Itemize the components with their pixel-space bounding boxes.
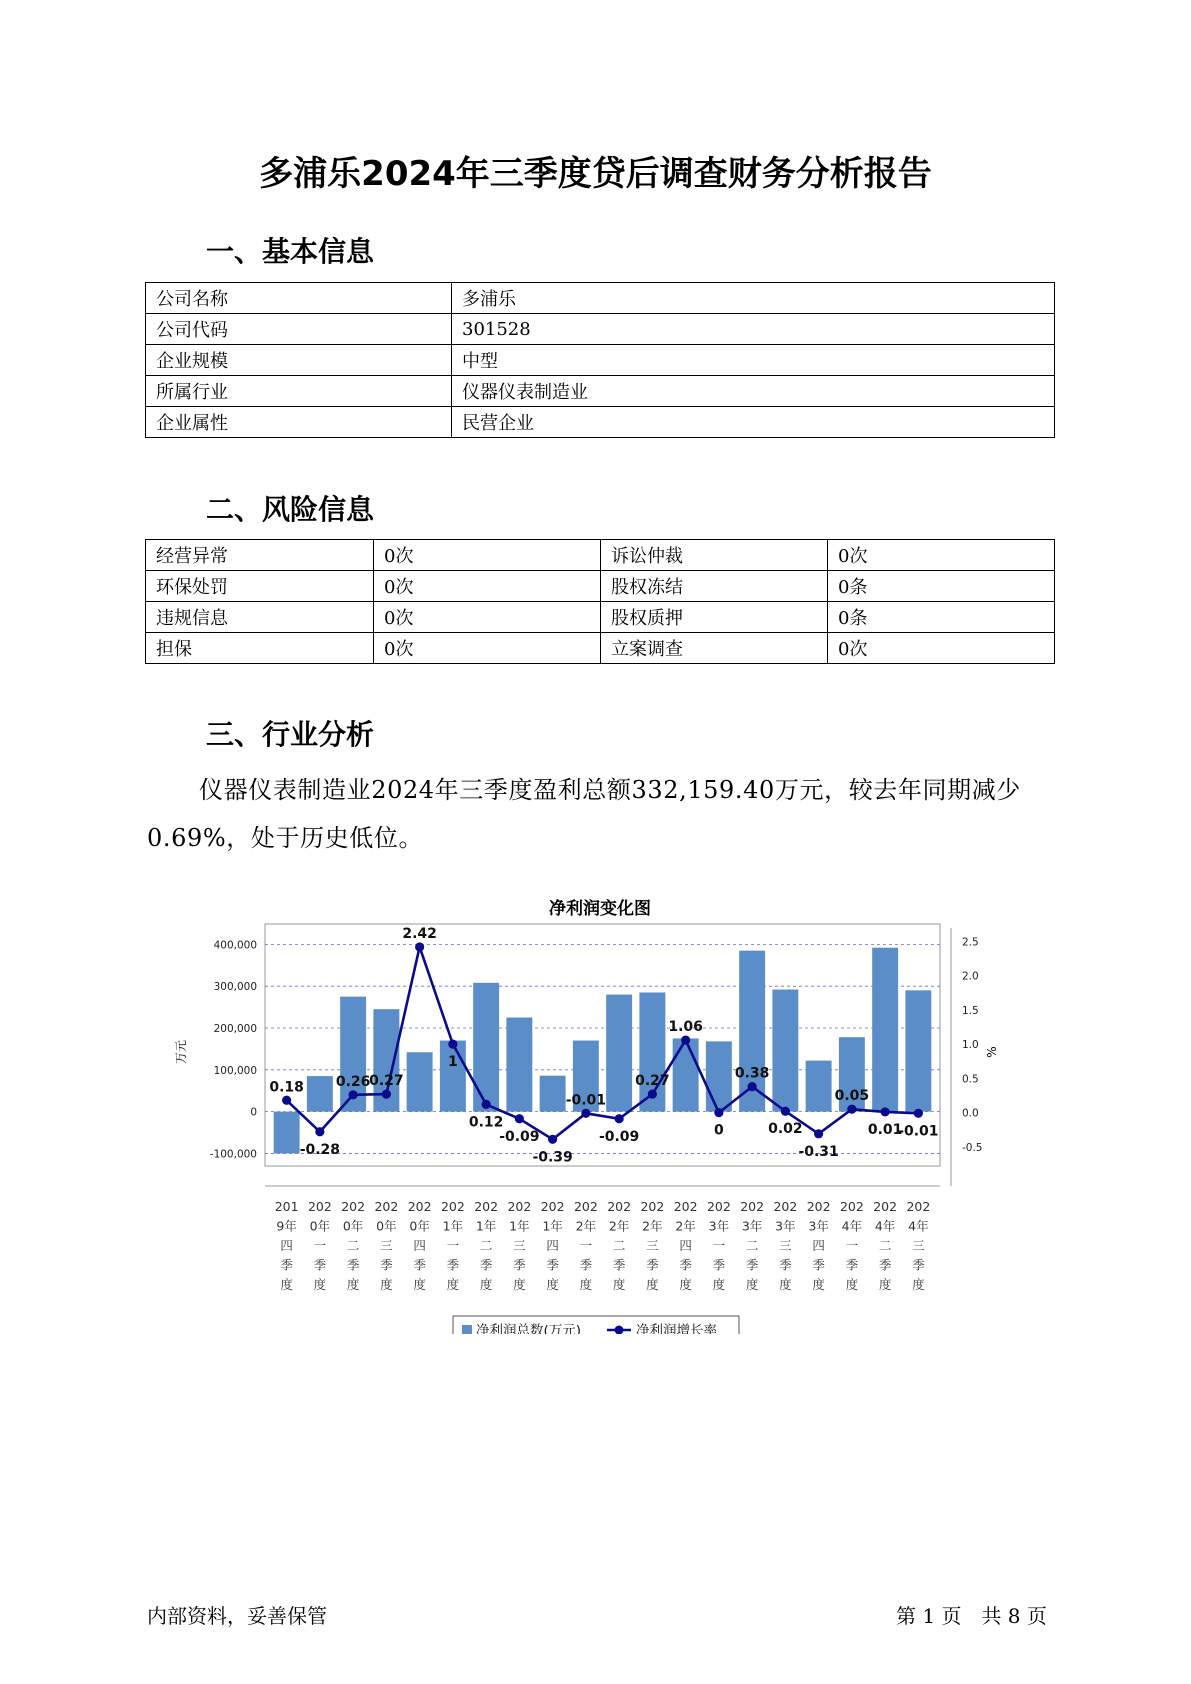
basic-info-label: 企业属性 xyxy=(146,407,452,438)
x-tick-label: 季 xyxy=(779,1257,792,1273)
legend-bar-swatch xyxy=(462,1325,472,1334)
x-tick-label: 季 xyxy=(313,1257,327,1273)
x-tick-label: 2年 xyxy=(575,1218,597,1234)
risk-info-row xyxy=(146,633,1055,664)
x-tick-label: 度 xyxy=(546,1277,559,1292)
growth-rate-data-label: 2.42 xyxy=(402,925,437,942)
x-tick-label: 季 xyxy=(712,1257,726,1273)
growth-rate-data-label: 0.38 xyxy=(734,1065,770,1082)
x-tick-label: 二 xyxy=(878,1238,892,1253)
x-tick-label: 季 xyxy=(446,1257,460,1273)
x-tick-label: 4年 xyxy=(841,1218,863,1234)
basic-info-row xyxy=(146,376,1055,407)
document-title: 多浦乐2024年三季度贷后调查财务分析报告 xyxy=(259,154,932,194)
bar-net-profit-12 xyxy=(673,1038,699,1111)
basic-info-row xyxy=(146,407,1055,438)
x-tick-label: 202 xyxy=(673,1199,698,1214)
risk-label: 违规信息 xyxy=(146,602,374,633)
x-tick-label: 202 xyxy=(474,1199,499,1214)
growth-rate-point-12 xyxy=(681,1035,690,1044)
bar-net-profit-19 xyxy=(905,990,931,1111)
risk-label: 担保 xyxy=(146,633,374,664)
basic-info-table xyxy=(145,282,1055,438)
growth-rate-data-label: -0.09 xyxy=(499,1128,540,1145)
x-tick-label: 季 xyxy=(546,1257,559,1273)
growth-rate-data-label: -0.01 xyxy=(898,1123,939,1140)
x-tick-label: 三 xyxy=(513,1238,526,1253)
growth-rate-point-11 xyxy=(648,1090,657,1099)
y-right-tick-label: 2.5 xyxy=(962,936,979,949)
x-tick-label: 四 xyxy=(280,1238,293,1253)
section-heading-risk-info: 二、风险信息 xyxy=(206,493,375,526)
x-tick-label: 季 xyxy=(380,1257,393,1273)
x-tick-label: 度 xyxy=(446,1277,460,1292)
x-tick-label: 202 xyxy=(407,1199,432,1214)
basic-info-label: 公司代码 xyxy=(146,314,452,345)
growth-rate-point-8 xyxy=(548,1135,557,1144)
growth-rate-data-label: 1.06 xyxy=(668,1019,703,1036)
x-tick-label: 202 xyxy=(607,1199,632,1214)
x-tick-label: 三 xyxy=(912,1238,925,1253)
x-tick-label: 三 xyxy=(779,1238,792,1253)
risk-value: 0次 xyxy=(828,633,1055,664)
risk-label: 经营异常 xyxy=(146,540,374,571)
bar-net-profit-18 xyxy=(872,948,898,1112)
x-tick-label: 202 xyxy=(706,1199,731,1214)
growth-rate-point-13 xyxy=(714,1108,723,1117)
x-tick-label: 202 xyxy=(640,1199,665,1214)
x-tick-label: 3年 xyxy=(808,1218,829,1234)
risk-label: 股权质押 xyxy=(601,602,828,633)
growth-rate-data-label: 1 xyxy=(448,1054,458,1071)
x-tick-label: 2年 xyxy=(608,1218,630,1234)
bar-net-profit-0 xyxy=(274,1112,300,1154)
basic-info-label: 所属行业 xyxy=(146,376,452,407)
growth-rate-point-14 xyxy=(748,1082,757,1091)
x-tick-label: 度 xyxy=(346,1277,360,1292)
x-tick-label: 度 xyxy=(912,1277,925,1292)
x-tick-label: 季 xyxy=(280,1257,293,1273)
growth-rate-point-9 xyxy=(581,1109,590,1118)
growth-rate-data-label: -0.31 xyxy=(798,1143,839,1160)
x-tick-label: 三 xyxy=(646,1238,659,1253)
growth-rate-data-label: 0.02 xyxy=(768,1121,803,1138)
risk-info-row xyxy=(146,540,1055,571)
growth-rate-point-19 xyxy=(914,1109,923,1118)
x-tick-label: 三 xyxy=(380,1238,393,1253)
x-tick-label: 一 xyxy=(845,1238,859,1253)
growth-rate-data-label: 0 xyxy=(714,1122,724,1139)
x-tick-label: 一 xyxy=(313,1238,327,1253)
growth-rate-data-label: 0.05 xyxy=(834,1088,870,1105)
x-tick-label: 季 xyxy=(413,1257,426,1273)
x-tick-label: 202 xyxy=(440,1199,465,1214)
x-tick-label: 度 xyxy=(579,1277,593,1292)
growth-rate-point-2 xyxy=(349,1090,358,1099)
y-left-tick-label: 300,000 xyxy=(213,981,257,994)
x-tick-label: 202 xyxy=(540,1199,565,1214)
x-tick-label: 度 xyxy=(280,1277,293,1292)
y-right-tick-label: 0.0 xyxy=(962,1107,979,1120)
growth-rate-point-16 xyxy=(814,1129,823,1138)
x-tick-label: 0年 xyxy=(409,1218,430,1234)
legend-line-label: 净利润增长率 xyxy=(636,1323,717,1334)
x-tick-label: 0年 xyxy=(342,1218,364,1234)
y-right-tick-label: 2.0 xyxy=(962,970,979,983)
x-tick-label: 202 xyxy=(341,1199,366,1214)
bar-net-profit-7 xyxy=(506,1018,532,1112)
x-tick-label: 度 xyxy=(413,1277,426,1292)
basic-info-row xyxy=(146,345,1055,376)
basic-info-row xyxy=(146,314,1055,345)
growth-rate-data-label: -0.28 xyxy=(299,1141,341,1158)
x-tick-label: 四 xyxy=(679,1238,692,1253)
y-right-tick-label: -0.5 xyxy=(962,1141,983,1154)
y-right-tick-label: 1.5 xyxy=(962,1004,979,1017)
x-tick-label: 4年 xyxy=(908,1218,929,1234)
x-tick-label: 2年 xyxy=(675,1218,696,1234)
y-left-tick-label: 100,000 xyxy=(213,1064,257,1077)
x-tick-label: 9年 xyxy=(276,1218,297,1234)
section-heading-industry-analysis: 三、行业分析 xyxy=(206,718,375,751)
x-tick-label: 一 xyxy=(446,1238,460,1253)
x-tick-label: 度 xyxy=(779,1277,792,1292)
basic-info-value: 仪器仪表制造业 xyxy=(452,376,1055,407)
risk-value: 0条 xyxy=(828,571,1055,602)
growth-rate-data-label: -0.39 xyxy=(532,1149,573,1166)
growth-rate-data-label: 0.01 xyxy=(867,1121,903,1138)
y-left-tick-label: -100,000 xyxy=(209,1148,257,1161)
risk-value: 0条 xyxy=(828,602,1055,633)
x-tick-label: 3年 xyxy=(741,1218,763,1234)
x-tick-label: 201 xyxy=(274,1199,299,1214)
risk-label: 立案调查 xyxy=(601,633,828,664)
growth-rate-point-3 xyxy=(382,1090,391,1099)
y-left-axis-label: 万元 xyxy=(174,1039,188,1065)
basic-info-value: 301528 xyxy=(452,314,1055,345)
growth-rate-point-0 xyxy=(282,1096,291,1105)
growth-rate-point-1 xyxy=(315,1127,324,1136)
growth-rate-point-10 xyxy=(615,1114,624,1123)
x-tick-label: 1年 xyxy=(475,1218,497,1234)
x-tick-label: 202 xyxy=(806,1199,831,1214)
y-left-tick-label: 0 xyxy=(250,1106,257,1119)
x-tick-label: 四 xyxy=(546,1238,559,1253)
y-right-tick-label: 1.0 xyxy=(962,1039,979,1052)
risk-value: 0次 xyxy=(374,540,601,571)
x-tick-label: 1年 xyxy=(442,1218,464,1234)
chart-title: 净利润变化图 xyxy=(549,899,651,919)
x-tick-label: 度 xyxy=(745,1277,759,1292)
risk-info-row xyxy=(146,602,1055,633)
bar-net-profit-1 xyxy=(307,1076,333,1112)
risk-label: 诉讼仲裁 xyxy=(601,540,828,571)
x-tick-label: 1年 xyxy=(509,1218,530,1234)
x-tick-label: 二 xyxy=(745,1238,759,1253)
x-tick-label: 一 xyxy=(579,1238,593,1253)
x-tick-label: 度 xyxy=(313,1277,327,1292)
bar-net-profit-4 xyxy=(407,1052,433,1111)
x-tick-label: 202 xyxy=(307,1199,332,1214)
footer-confidential: 内部资料，妥善保管 xyxy=(147,1604,327,1628)
x-tick-label: 202 xyxy=(906,1199,931,1214)
basic-info-value: 中型 xyxy=(452,345,1055,376)
growth-rate-data-label: 0.18 xyxy=(269,1079,304,1096)
risk-info-table xyxy=(145,539,1055,664)
basic-info-label: 企业规模 xyxy=(146,345,452,376)
x-tick-label: 202 xyxy=(573,1199,598,1214)
x-tick-label: 季 xyxy=(812,1257,825,1273)
x-tick-label: 度 xyxy=(380,1277,393,1292)
y-right-tick-label: 0.5 xyxy=(962,1073,979,1086)
x-tick-label: 0年 xyxy=(309,1218,331,1234)
growth-rate-data-label: -0.01 xyxy=(565,1092,607,1109)
x-tick-label: 季 xyxy=(845,1257,859,1273)
x-tick-label: 度 xyxy=(612,1277,626,1292)
x-tick-label: 202 xyxy=(773,1199,798,1214)
x-tick-label: 二 xyxy=(612,1238,626,1253)
x-tick-label: 季 xyxy=(612,1257,626,1273)
x-tick-label: 202 xyxy=(873,1199,898,1214)
x-tick-label: 4年 xyxy=(874,1218,896,1234)
net-profit-chart xyxy=(170,884,1030,1334)
basic-info-value: 民营企业 xyxy=(452,407,1055,438)
x-tick-label: 3年 xyxy=(708,1218,730,1234)
risk-value: 0次 xyxy=(374,602,601,633)
y-left-tick-label: 200,000 xyxy=(213,1023,257,1035)
x-tick-label: 202 xyxy=(839,1199,864,1214)
growth-rate-data-label: 0.12 xyxy=(468,1114,504,1131)
risk-value: 0次 xyxy=(374,633,601,664)
bar-net-profit-8 xyxy=(540,1076,566,1112)
growth-rate-point-4 xyxy=(415,942,424,951)
section-heading-basic-info: 一、基本信息 xyxy=(206,235,375,268)
x-tick-label: 度 xyxy=(845,1277,859,1292)
bar-net-profit-10 xyxy=(606,995,632,1112)
x-tick-label: 202 xyxy=(740,1199,765,1214)
x-tick-label: 2年 xyxy=(642,1218,663,1234)
growth-rate-data-label: -0.09 xyxy=(598,1128,640,1145)
x-tick-label: 二 xyxy=(479,1238,493,1253)
risk-label: 环保处罚 xyxy=(146,571,374,602)
basic-info-label: 公司名称 xyxy=(146,283,452,314)
risk-label: 股权冻结 xyxy=(601,571,828,602)
x-tick-label: 季 xyxy=(679,1257,692,1273)
x-tick-label: 度 xyxy=(712,1277,726,1292)
x-tick-label: 202 xyxy=(374,1199,399,1214)
x-tick-label: 度 xyxy=(646,1277,659,1292)
x-tick-label: 季 xyxy=(479,1257,493,1273)
x-tick-label: 季 xyxy=(912,1257,925,1273)
growth-rate-point-5 xyxy=(448,1040,457,1049)
growth-rate-data-label: 0.26 xyxy=(335,1073,371,1090)
growth-rate-point-18 xyxy=(881,1107,890,1116)
industry-analysis-paragraph: 仪器仪表制造业2024年三季度盈利总额332,159.40万元，较去年同期减少0.69%，处于历史低位。 xyxy=(147,776,1021,852)
x-tick-label: 二 xyxy=(346,1238,360,1253)
x-tick-label: 度 xyxy=(878,1277,892,1292)
footer-page-number: 第 1 页 共 8 页 xyxy=(896,1604,1047,1628)
bar-net-profit-5 xyxy=(440,1041,466,1112)
x-tick-label: 季 xyxy=(646,1257,659,1273)
x-tick-label: 3年 xyxy=(775,1218,796,1234)
x-tick-label: 季 xyxy=(745,1257,759,1273)
growth-rate-data-label: 0.27 xyxy=(635,1073,670,1090)
y-right-axis-label: % xyxy=(985,1046,999,1058)
bar-net-profit-6 xyxy=(473,983,499,1112)
x-tick-label: 度 xyxy=(513,1277,526,1292)
growth-rate-point-6 xyxy=(482,1100,491,1109)
bar-net-profit-13 xyxy=(706,1041,732,1111)
x-tick-label: 1年 xyxy=(542,1218,563,1234)
x-tick-label: 四 xyxy=(812,1238,825,1253)
risk-value: 0次 xyxy=(374,571,601,602)
x-tick-label: 季 xyxy=(346,1257,360,1273)
risk-value: 0次 xyxy=(828,540,1055,571)
y-left-tick-label: 400,000 xyxy=(213,939,257,952)
growth-rate-point-15 xyxy=(781,1107,790,1116)
risk-info-row xyxy=(146,571,1055,602)
x-tick-label: 202 xyxy=(507,1199,532,1214)
x-tick-label: 0年 xyxy=(376,1218,397,1234)
x-tick-label: 度 xyxy=(479,1277,493,1292)
x-tick-label: 一 xyxy=(712,1238,726,1253)
x-tick-label: 度 xyxy=(679,1277,692,1292)
x-tick-label: 季 xyxy=(579,1257,593,1273)
bar-net-profit-16 xyxy=(806,1061,832,1112)
basic-info-row xyxy=(146,283,1055,314)
growth-rate-data-label: 0.27 xyxy=(369,1073,404,1090)
bar-net-profit-15 xyxy=(772,990,798,1112)
net-profit-chart-svg xyxy=(170,884,1030,1334)
basic-info-value: 多浦乐 xyxy=(452,283,1055,314)
growth-rate-point-7 xyxy=(515,1114,524,1123)
growth-rate-point-17 xyxy=(847,1105,856,1114)
x-tick-label: 季 xyxy=(878,1257,892,1273)
x-tick-label: 度 xyxy=(812,1277,825,1292)
legend-bar-label: 净利润总数(万元) xyxy=(476,1323,582,1334)
x-tick-label: 季 xyxy=(513,1257,526,1273)
x-tick-label: 四 xyxy=(413,1238,426,1253)
